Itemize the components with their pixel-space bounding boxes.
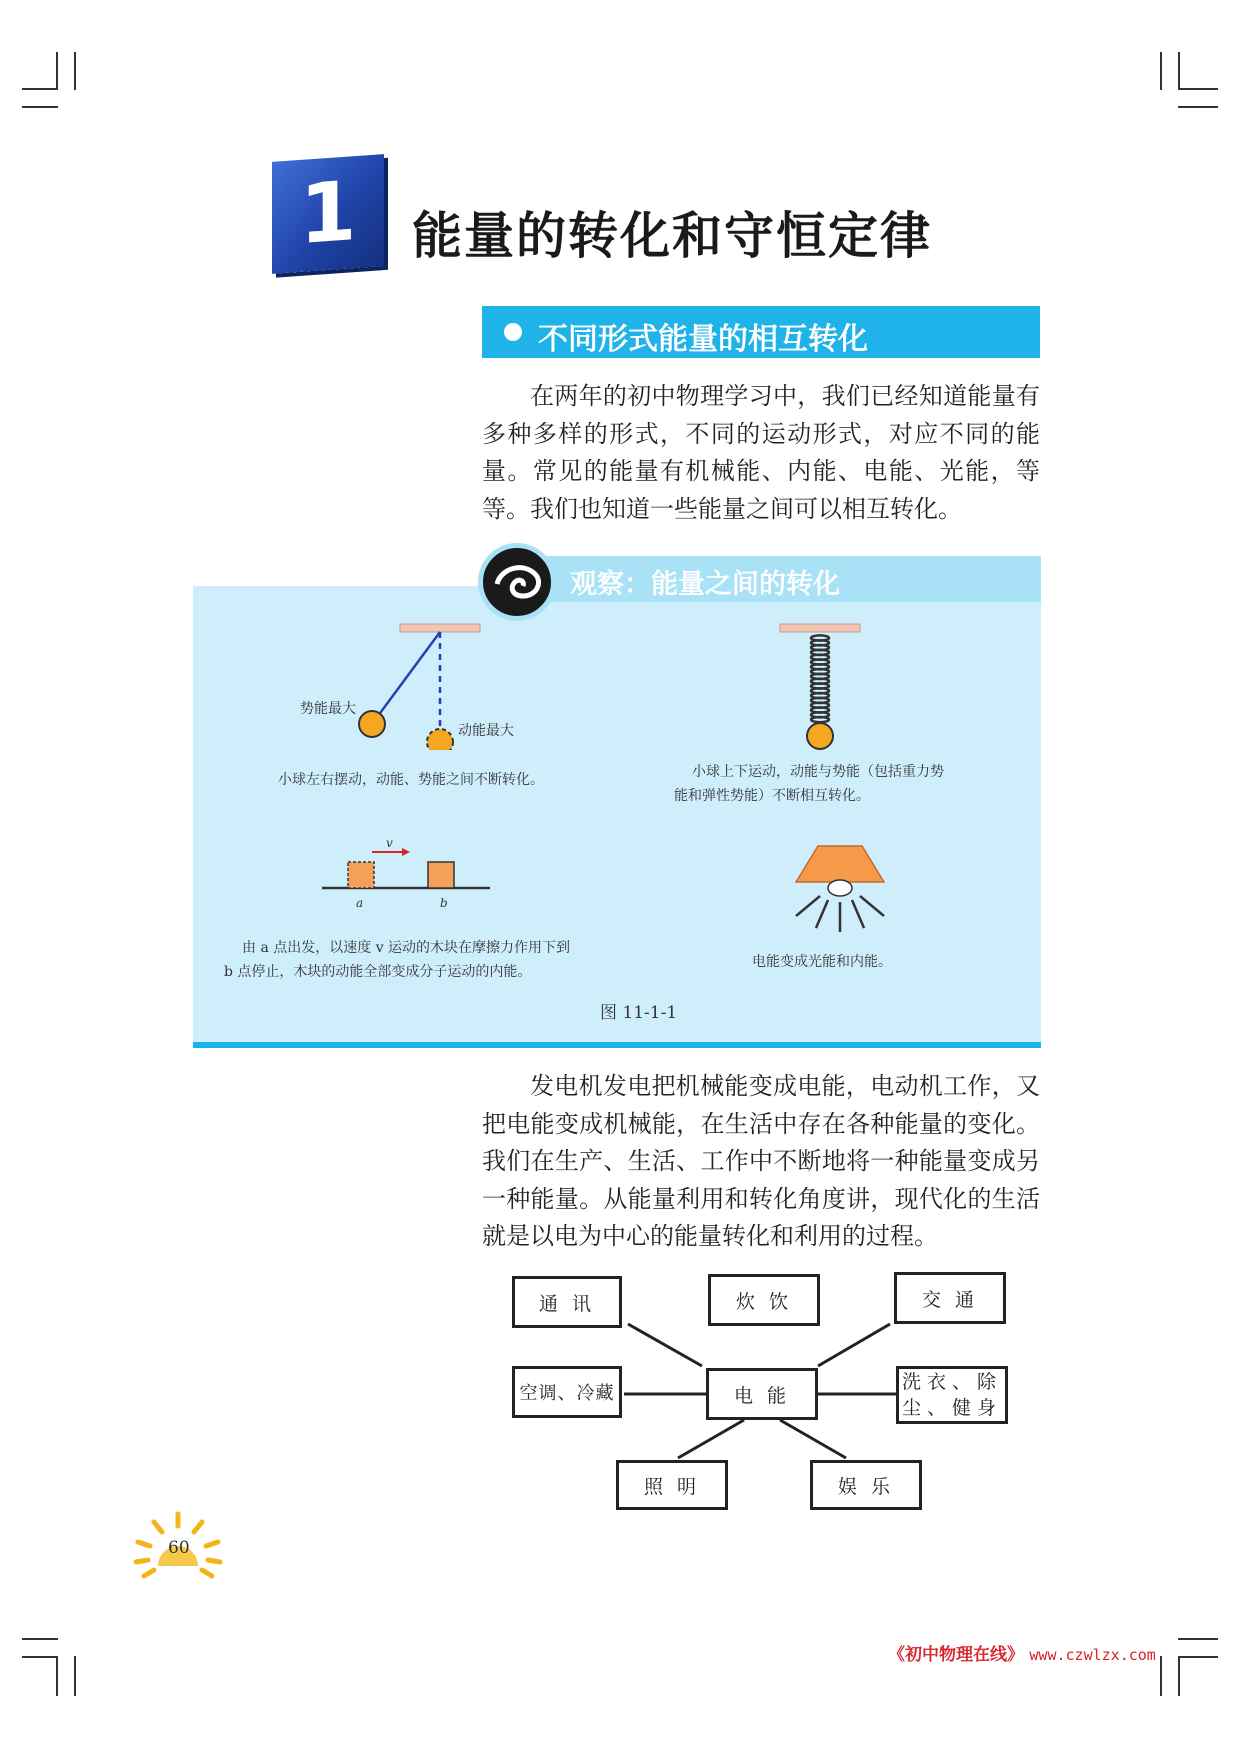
spring-caption-line1: 小球上下运动，动能与势能（包括重力势 bbox=[692, 764, 944, 780]
observe-header bbox=[494, 556, 1041, 602]
crop-mark bbox=[56, 52, 58, 90]
crop-mark bbox=[1178, 52, 1180, 90]
block-point-a-label: a bbox=[356, 896, 364, 910]
sliding-block-diagram bbox=[318, 836, 498, 896]
diagram-box-communication: 通 讯 bbox=[512, 1276, 622, 1328]
lamp-icon bbox=[780, 842, 900, 942]
spring-coil bbox=[811, 717, 829, 722]
diagram-box-cooking: 炊 饮 bbox=[708, 1274, 820, 1326]
pendulum-caption: 小球左右摆动，动能、势能之间不断转化。 bbox=[278, 772, 544, 788]
block-point-b-label: b bbox=[440, 896, 448, 910]
observe-panel-border bbox=[193, 1042, 1041, 1048]
diagram-box-lighting: 照 明 bbox=[616, 1460, 728, 1510]
crop-mark bbox=[1178, 1656, 1180, 1696]
crop-mark bbox=[22, 88, 58, 90]
eye-icon bbox=[478, 543, 556, 621]
section-heading bbox=[482, 306, 1040, 358]
crop-mark bbox=[74, 1656, 76, 1696]
crop-mark bbox=[1160, 1656, 1162, 1696]
chapter-number: 1 bbox=[299, 164, 357, 263]
spring-caption-line2: 能和弹性势能）不断相互转化。 bbox=[674, 788, 870, 804]
block-caption-line1: 由 a 点出发，以速度 v 运动的木块在摩擦力作用下到 bbox=[242, 940, 571, 956]
intro-paragraph: 在两年的初中物理学习中，我们已经知道能量有多种多样的形式，不同的运动形式，对应不同的能量。常见的能量有机械能、内能、电能、光能，等等。我们也知道一些能量之间可以相互转化。 bbox=[482, 382, 1040, 523]
crop-mark bbox=[1160, 52, 1162, 90]
diagram-box-washing-line2: 尘、健身 bbox=[901, 1397, 1002, 1419]
footer-title: 《初中物理在线》 bbox=[888, 1645, 1024, 1665]
diagram-box-washing-line1: 洗衣、除 bbox=[901, 1371, 1002, 1393]
pendulum-label-potential: 势能最大 bbox=[300, 701, 356, 717]
crop-mark bbox=[74, 52, 76, 90]
page-number: 60 bbox=[168, 1538, 190, 1558]
footer bbox=[888, 1640, 1156, 1665]
diagram-box-electric-energy: 电 能 bbox=[706, 1368, 818, 1420]
diagram-box-entertainment: 娱 乐 bbox=[810, 1460, 922, 1510]
footer-url[interactable]: www.czwlzx.com bbox=[1029, 1646, 1156, 1664]
crop-mark bbox=[22, 1656, 58, 1658]
bullet-dot-icon bbox=[504, 323, 522, 341]
diagram-box-washing bbox=[896, 1366, 1008, 1424]
observe-title: 观察：能量之间的转化 bbox=[570, 569, 840, 600]
crop-mark bbox=[56, 1656, 58, 1696]
block-velocity-label: v bbox=[386, 836, 393, 850]
spring-diagram bbox=[770, 620, 890, 750]
diagram-box-transport: 交 通 bbox=[894, 1272, 1006, 1324]
chapter-title: 能量的转化和守恒定律 bbox=[412, 207, 932, 265]
crop-mark bbox=[1178, 1638, 1218, 1640]
crop-mark bbox=[1178, 1656, 1218, 1658]
crop-mark bbox=[1178, 88, 1218, 90]
figure-label: 图 11-1-1 bbox=[600, 1003, 678, 1023]
section-title: 不同形式能量的相互转化 bbox=[538, 322, 868, 357]
block-caption-line2: b 点停止，木块的动能全部变成分子运动的内能。 bbox=[224, 964, 532, 980]
lamp-caption: 电能变成光能和内能。 bbox=[752, 954, 892, 970]
crop-mark bbox=[22, 1638, 58, 1640]
crop-mark bbox=[1178, 106, 1218, 108]
diagram-box-ac-refrigeration: 空调、冷藏 bbox=[512, 1366, 622, 1418]
body-paragraph: 发电机发电把机械能变成电能，电动机工作，又把电能变成机械能，在生活中存在各种能量的变化。我们在生产、生活、工作中不断地将一种能量变成另一种能量。从能量利用和转化角度讲，现代化的生活就是以电为中心的能量转化和利用的过程。 bbox=[482, 1072, 1040, 1250]
chapter-number-badge bbox=[272, 154, 384, 274]
crop-mark bbox=[22, 106, 58, 108]
pendulum-label-kinetic: 动能最大 bbox=[458, 723, 514, 739]
